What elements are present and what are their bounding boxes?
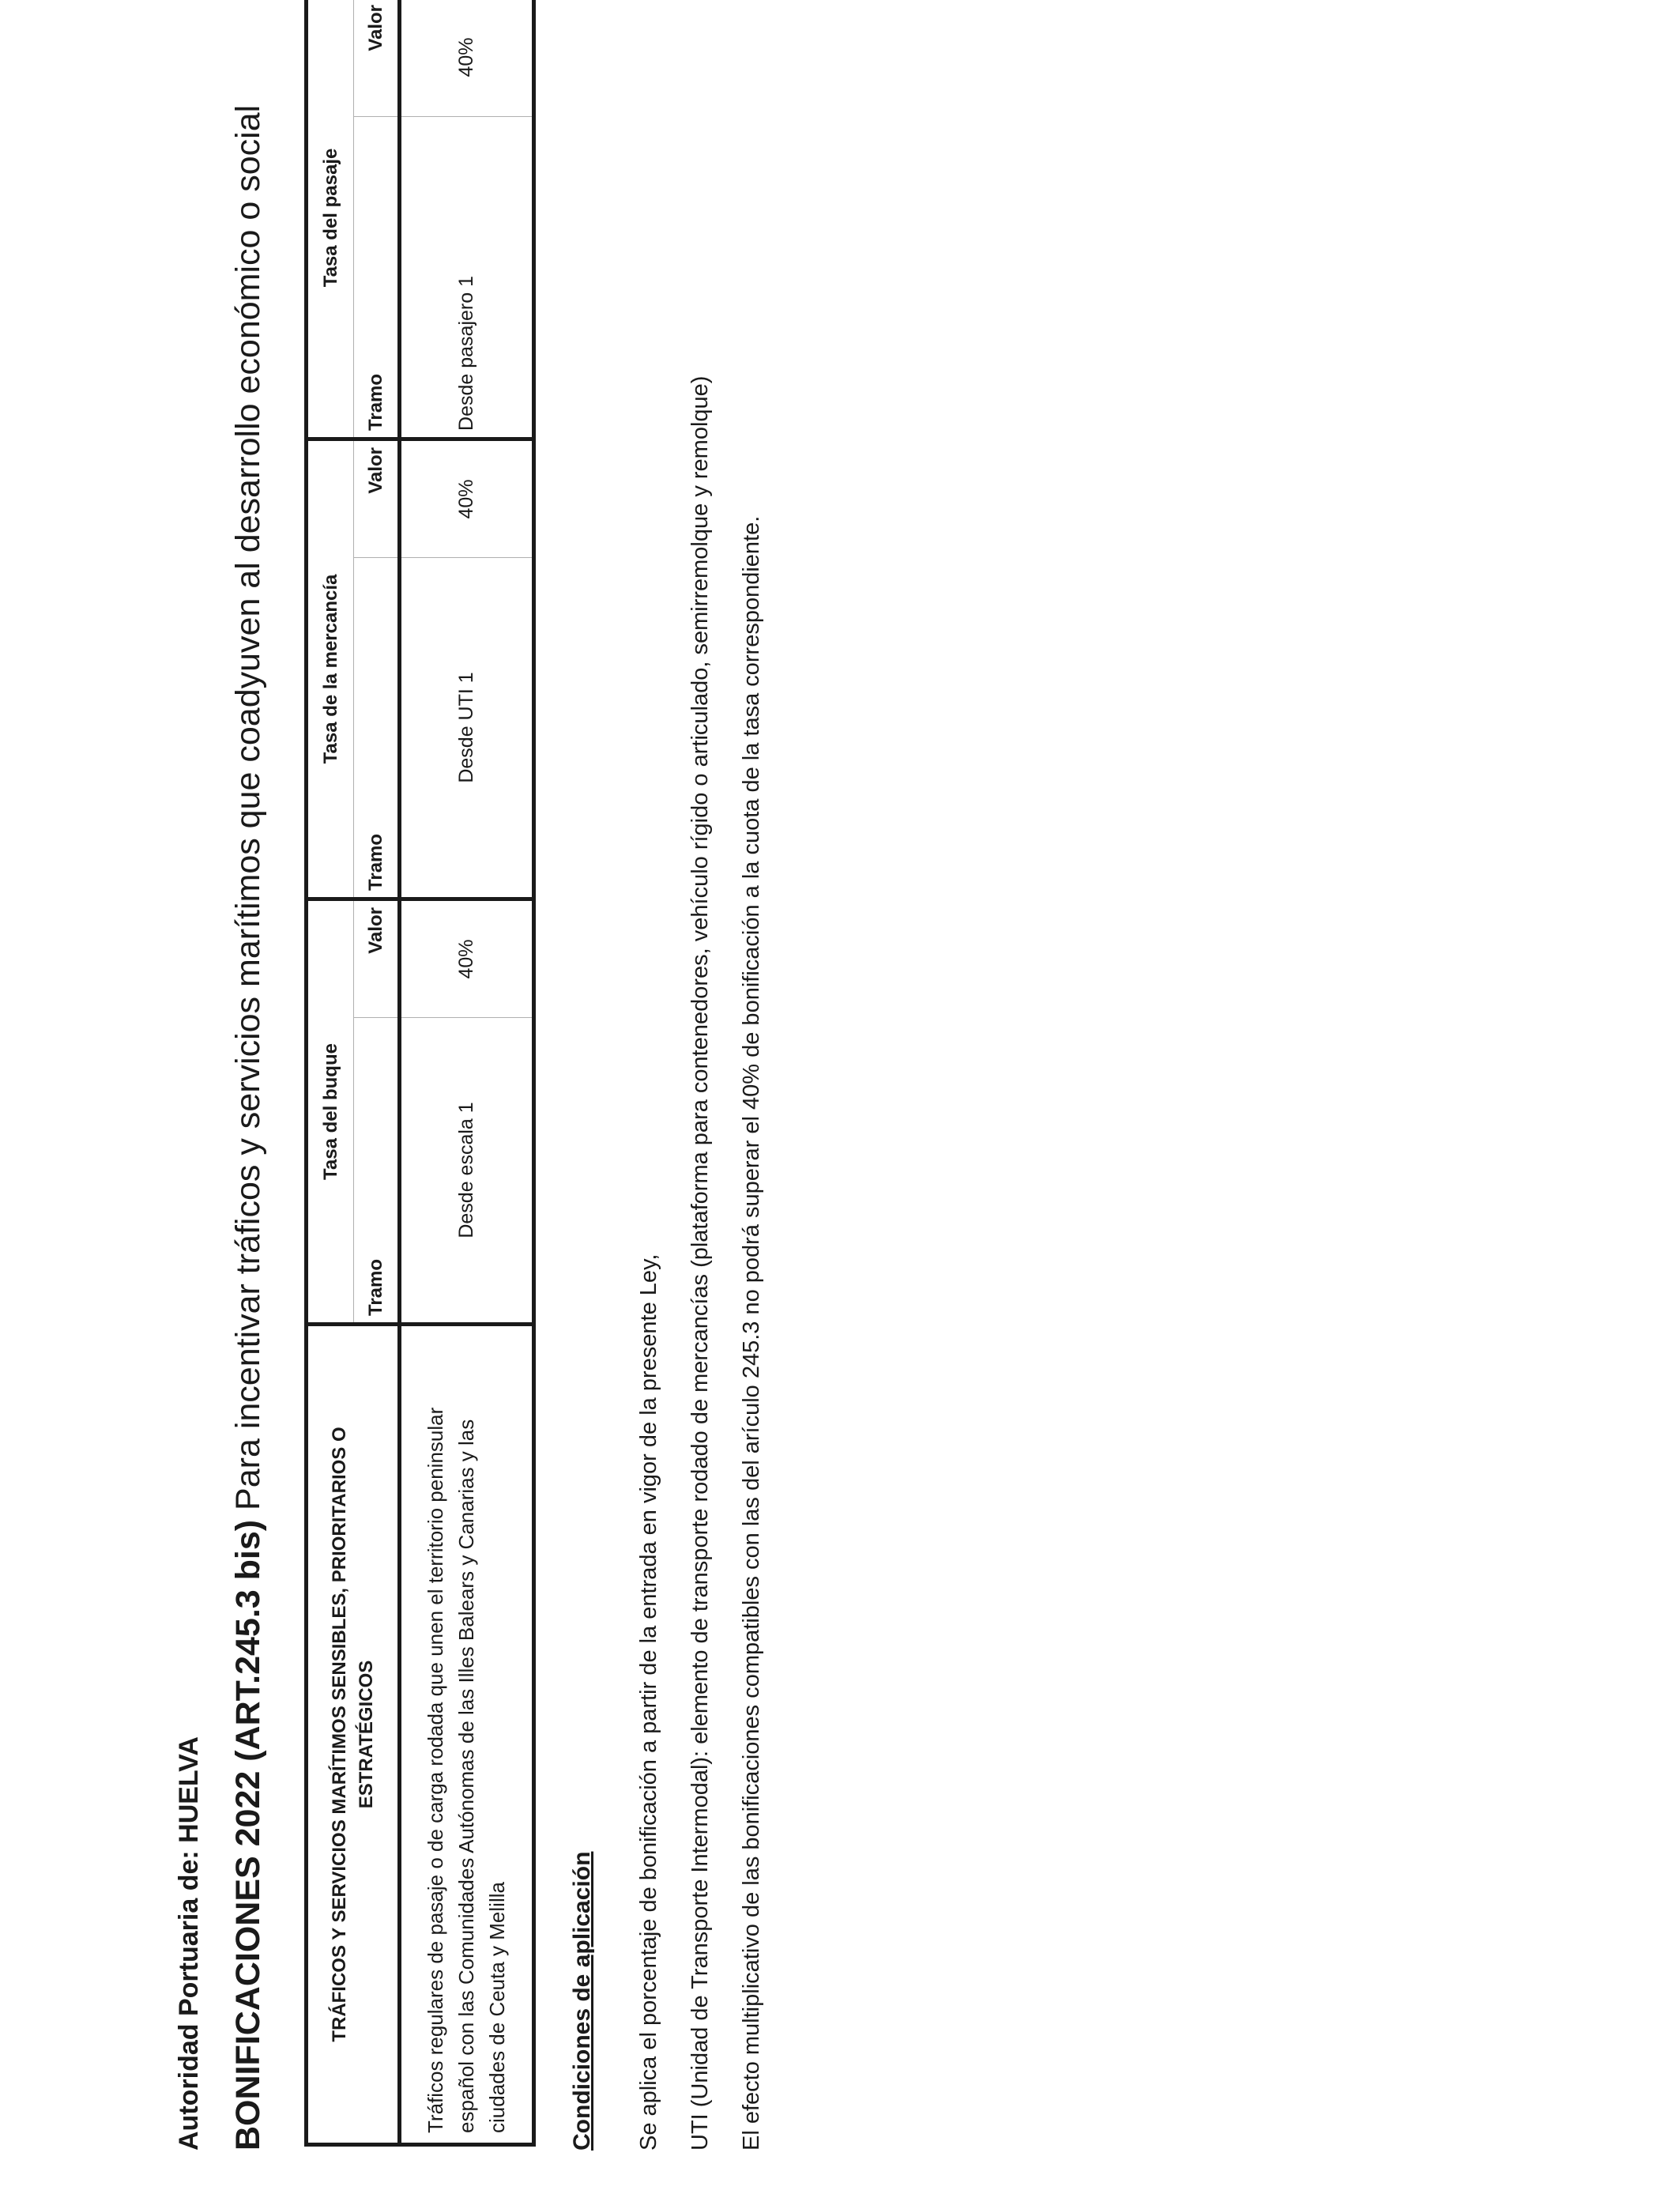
title-rest: Para incentivar tráficos y servicios marítimos que coadyuven al desarrollo económico o social [229,104,267,1520]
mercancia-valor-cell: 40% [400,439,534,557]
group-header-buque: Tasa del buque [307,899,354,1324]
traffic-description: Tráficos regulares de pasaje o de carga rodada que unen el territorio peninsular español con las Comunidades Autónomas de las Illes Balears y Canarias y las ciudades de Ceuta y Melilla [424,1407,509,2133]
condition-item: Se aplica el porcentaje de bonificación a partir de la entrada en vigor de la presente Ley, [636,1253,661,2151]
group-header-pasaje: Tasa del pasaje [307,0,354,439]
pasaje-tramo-header: Tramo [354,116,400,439]
conditions-heading: Condiciones de aplicación [569,1851,595,2151]
mercancia-tramo-header: Tramo [354,557,400,899]
buque-tramo-header: Tramo [354,1018,400,1325]
buque-tramo-cell: Desde escala 1 [400,1018,534,1325]
pasaje-valor-header: Valor [354,0,400,116]
buque-valor-cell: 40% [400,899,534,1017]
group-header-mercancia: Tasa de la mercancía [307,439,354,899]
category-header: TRÁFICOS Y SERVICIOS MARÍTIMOS SENSIBLES, PRIORITARIOS O ESTRATÉGICOS [307,1325,400,2145]
port-authority-label: Autoridad Portuaria de: HUELVA [174,1736,204,2151]
mercancia-tramo-cell: Desde UTI 1 [400,557,534,899]
bonuses-table [304,0,536,2147]
document-title [229,105,268,2151]
table-row [400,0,534,2145]
title-bold: BONIFICACIONES 2022 (ART.245.3 bis) [229,1519,267,2151]
condition-item: El efecto multiplicativo de las bonificaciones compatibles con las del arículo 245.3 no podrá superar el 40% de bonificación a la cuota de la tasa correspondiente. [739,515,764,2151]
pasaje-valor-cell: 40% [400,0,534,116]
condition-item: UTI (Unidad de Transporte Intermodal): elemento de transporte rodado de mercancías (plataforma para contenedores, vehículo rígido o articulado, semirremolque y remolque) [687,375,713,2151]
mercancia-valor-header: Valor [354,439,400,557]
buque-valor-header: Valor [354,899,400,1017]
pasaje-tramo-cell: Desde pasajero 1 [400,116,534,439]
